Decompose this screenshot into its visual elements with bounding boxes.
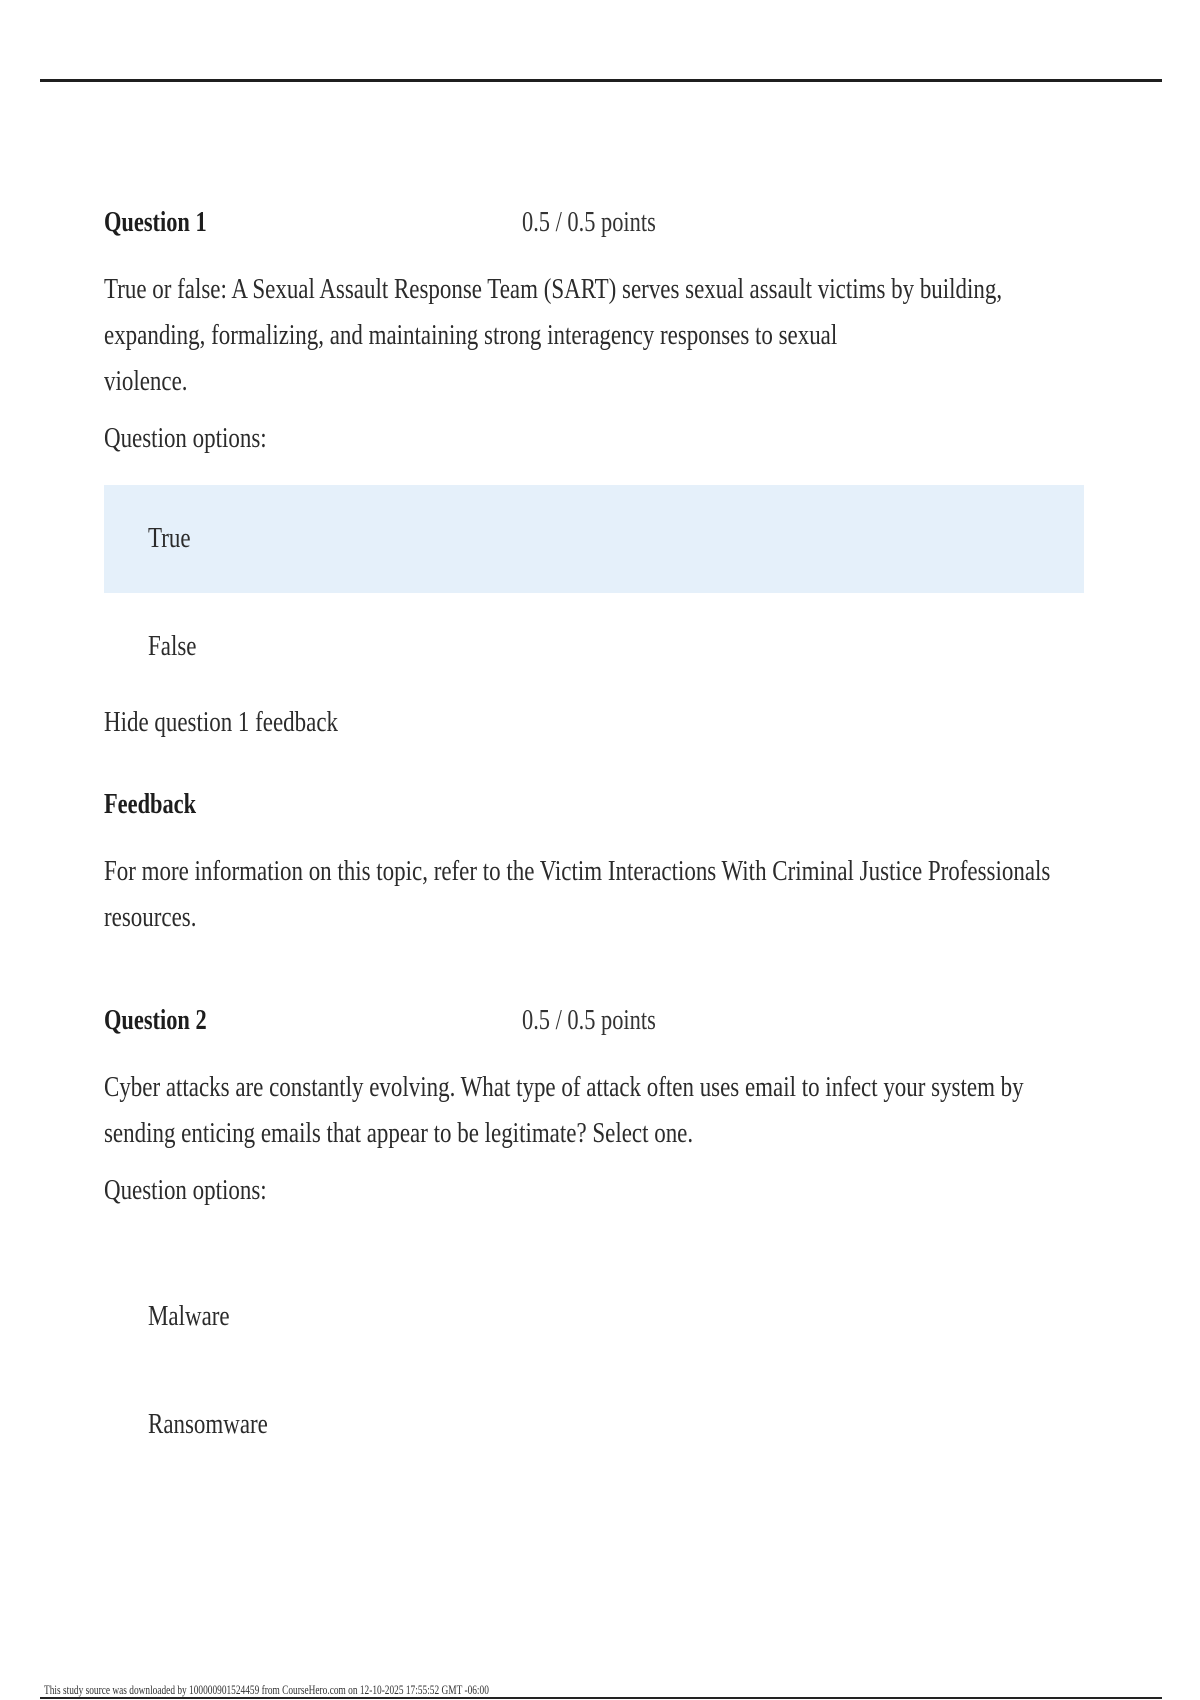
question-text-line: violence. — [104, 366, 188, 397]
option-true[interactable] — [104, 485, 1084, 593]
option-false[interactable] — [104, 593, 1084, 701]
question-text — [104, 267, 1088, 405]
question-2 — [104, 1005, 1084, 1479]
hide-feedback-toggle[interactable]: Hide question 1 feedback — [104, 707, 338, 738]
option-malware[interactable] — [104, 1263, 1084, 1371]
question-points: 0.5 / 0.5 points — [522, 1005, 656, 1036]
question-1 — [104, 207, 1084, 941]
feedback-heading: Feedback — [104, 789, 197, 820]
download-source-footer: This study source was downloaded by 100000901524459 from CourseHero.com on 12-10-2025 17:55:52 GMT -06:00 — [44, 1682, 489, 1697]
feedback-text — [104, 849, 1088, 941]
question-text-line: sending enticing emails that appear to be legitimate? Select one. — [104, 1118, 694, 1149]
option-ransomware[interactable] — [104, 1371, 1084, 1479]
question-title: Question 1 — [104, 207, 207, 238]
top-divider — [40, 79, 1162, 82]
question-text — [104, 1065, 1088, 1157]
question-points: 0.5 / 0.5 points — [522, 207, 656, 238]
question-text-line: expanding, formalizing, and maintaining strong interagency responses to sexual — [104, 320, 838, 351]
option-label: False — [148, 631, 197, 662]
question-title: Question 2 — [104, 1005, 207, 1036]
question-options-label: Question options: — [104, 423, 267, 454]
option-label: Malware — [148, 1301, 230, 1332]
question-text-line: Cyber attacks are constantly evolving. What type of attack often uses email to infect your system by — [104, 1072, 1024, 1103]
feedback-text-line: For more information on this topic, refer to the Victim Interactions With Criminal Justice Professionals — [104, 856, 1051, 887]
footer-divider — [40, 1697, 1162, 1699]
feedback-text-line: resources. — [104, 902, 197, 933]
question-header — [104, 207, 1084, 247]
question-header — [104, 1005, 1084, 1045]
question-options-label: Question options: — [104, 1175, 267, 1206]
option-label: True — [148, 523, 191, 554]
question-text-line: True or false: A Sexual Assault Response Team (SART) serves sexual assault victims by building, — [104, 274, 1003, 305]
option-label: Ransomware — [148, 1409, 268, 1440]
